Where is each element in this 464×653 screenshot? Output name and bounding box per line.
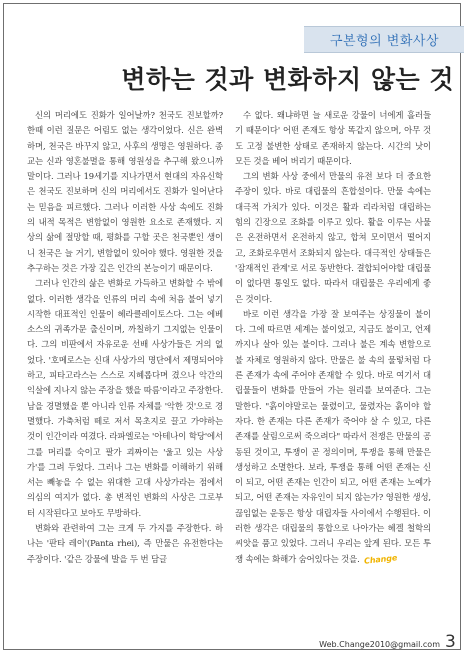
signature-logo: Change xyxy=(363,552,398,566)
paragraph: 그의 변화 사상 중에서 만물의 유전 보다 더 중요한 주장이 있다. 바로 대립물의 흔합설이다. 만물 속에는 대극적 가치가 있다. 이것은 활과 리라처럼 대립하는 힘의 긴장으로 조화를 이루고 있다. 활을 이루는 사물은 온전하면서 온전하지 않고, 합쳐 모이면서 떨어지고, 조화로우면서 조화되지 않는다. 대극적인 상태들은 '잠재적인 관계'로 서로 동반한다. 결합되어야할 대립물이 없다면 통일도 없다. 따라서 대립물은 우리에게 좋은 것이다. xyxy=(235,171,431,304)
page-title: 변하는 것과 변화하지 않는 것 xyxy=(121,65,454,94)
paragraph: 그러나 인간의 삶은 변화로 가득하고 변화할 수 밖에 없다. 이러한 생각을 인류의 머리 속에 처음 불어 넣기 시작한 대표적인 인물이 헤라클레이토스다. 그는 에베소스의 귀족가문 출신이며, 까칠하기 그지없는 인물이다. 그의 비판에서 자유로운 선배 사상가들은 거의 없었다. '호메로스는 신대 사상가의 명단에서 제명되어야 하고, 피타고라스는 스스로 지혜롭다며 겼으나 악간의 익살에 지나지 않는 주장을 했을 따름'이라고 주장한다. 남을 경멸했을 뿐 아니라 인류 자체를 '악한 것'으로 경멸했다. 가축처럼 떼로 저서 목초지로 끌고 가야하는 것이 인간이라 여겼다. 라파엘로는 '아테나이 학당'에서 그를 머리를 숙이고 팔가 괴짜이는 '울고 있는 사상가'를 그려 두었다. 그러나 그는 변화를 이해하기 위해서는 빼놓을 수 없는 위대한 고대 사상가라는 점에서 의심의 여지가 없다. 총 변적인 변화의 사상은 그로부터 시작된다고 보아도 무방하다. xyxy=(27,278,223,518)
page-frame xyxy=(3,3,461,650)
text-column-left xyxy=(27,108,223,608)
text-column-right xyxy=(235,108,431,618)
paragraph: 신의 머리에도 진화가 일어날까? 천국도 진보할까? 한때 이런 질문은 어림도 없는 생각이었다. 신은 완벽하며, 천국은 바꾸지 않고, 사후의 생명은 영원하다. 종교는 신과 영혼불멸을 통해 영원성을 추구해 왔으니까 말이다. 그러나 19세기를 지나가면서 현대의 자유신학은 천국도 진보하며 신의 머리에서도 진화가 일어난다는 믿음을 피르했다. 그러나 이러한 사상 속에도 진화의 내적 목적은 변함없이 영원한 요소로 존재했다. 지상의 삶에 절망할 때, 평화를 구할 곳은 천국뿐인 생이니 천국은 늘 거기, 변함없이 있어야 했다. 영원한 것을 추구하는 것은 가장 깊은 인간의 본능이기 때문이다. xyxy=(27,110,223,273)
footer-email: Web.Change2010@gmail.com xyxy=(319,640,440,649)
paragraph: 변화와 관련하여 그는 크게 두 가지를 주장한다. 하나는 '판타 레이'(Panta rhei), 즉 만물은 유전한다는 주장이다. '같은 강물에 발을 두 번 담글 xyxy=(27,523,223,564)
section-label: 구본형의 변화사상 xyxy=(329,34,440,49)
section-banner xyxy=(304,26,464,53)
paragraph: 수 없다. 왜냐하면 늘 새로운 강물이 너에게 흘러들기 때문이다' 어떤 존재도 항상 똑같지 않으며, 아무 것도 고정 불변한 상태로 존재하지 않는다. 시간의 낫이 모든 것을 베어 버리기 때문이다. xyxy=(235,110,431,166)
page-number: 3 xyxy=(445,632,456,652)
paragraph: 바로 이런 생각을 가장 잘 보여주는 상징물이 불이다. 그에 따르면 세계는 불이었고, 지금도 불이고, 언제까지나 살아 있는 불이다. 그러나 불은 계속 변함으로 불 자체로 영원하지 않다. 만물은 불 속의 물렇처럼 다른 존재가 속에 주어야 존재할 수 있다. 바로 여기서 대립물들이 변화를 만들어 가는 원리를 보여준다. 그는 말한다. "흙이야말로는 물렸이고, 물렸자는 흙이야 할 자다. 한 존재는 다른 존재가 죽어야 살 수 있고, 다른 존재를 살림으로써 죽으려다" 따라서 전쟁은 만물의 공동된 것이고, 투쟁이 곧 정의이며, 투쟁을 통해 만물은 생성하고 소멸한다. 보라, 투쟁을 통해 어떤 존재는 신이 되고, 어떤 존재는 인간이 되고, 어떤 존재는 노예가 되고, 어떤 존재는 자유인이 되지 않는가? 영원한 생성, 끊임없는 운동은 항상 대립자들 사이에서 수행된다. 이러한 생각은 대립물의 통합으로 나아가는 헤겔 철학의 씨앗을 품고 있었다. 그러니 우리는 앞게 된다. 모든 투쟁 속에는 화해가 숨어있다는 것을. Change xyxy=(235,307,431,567)
